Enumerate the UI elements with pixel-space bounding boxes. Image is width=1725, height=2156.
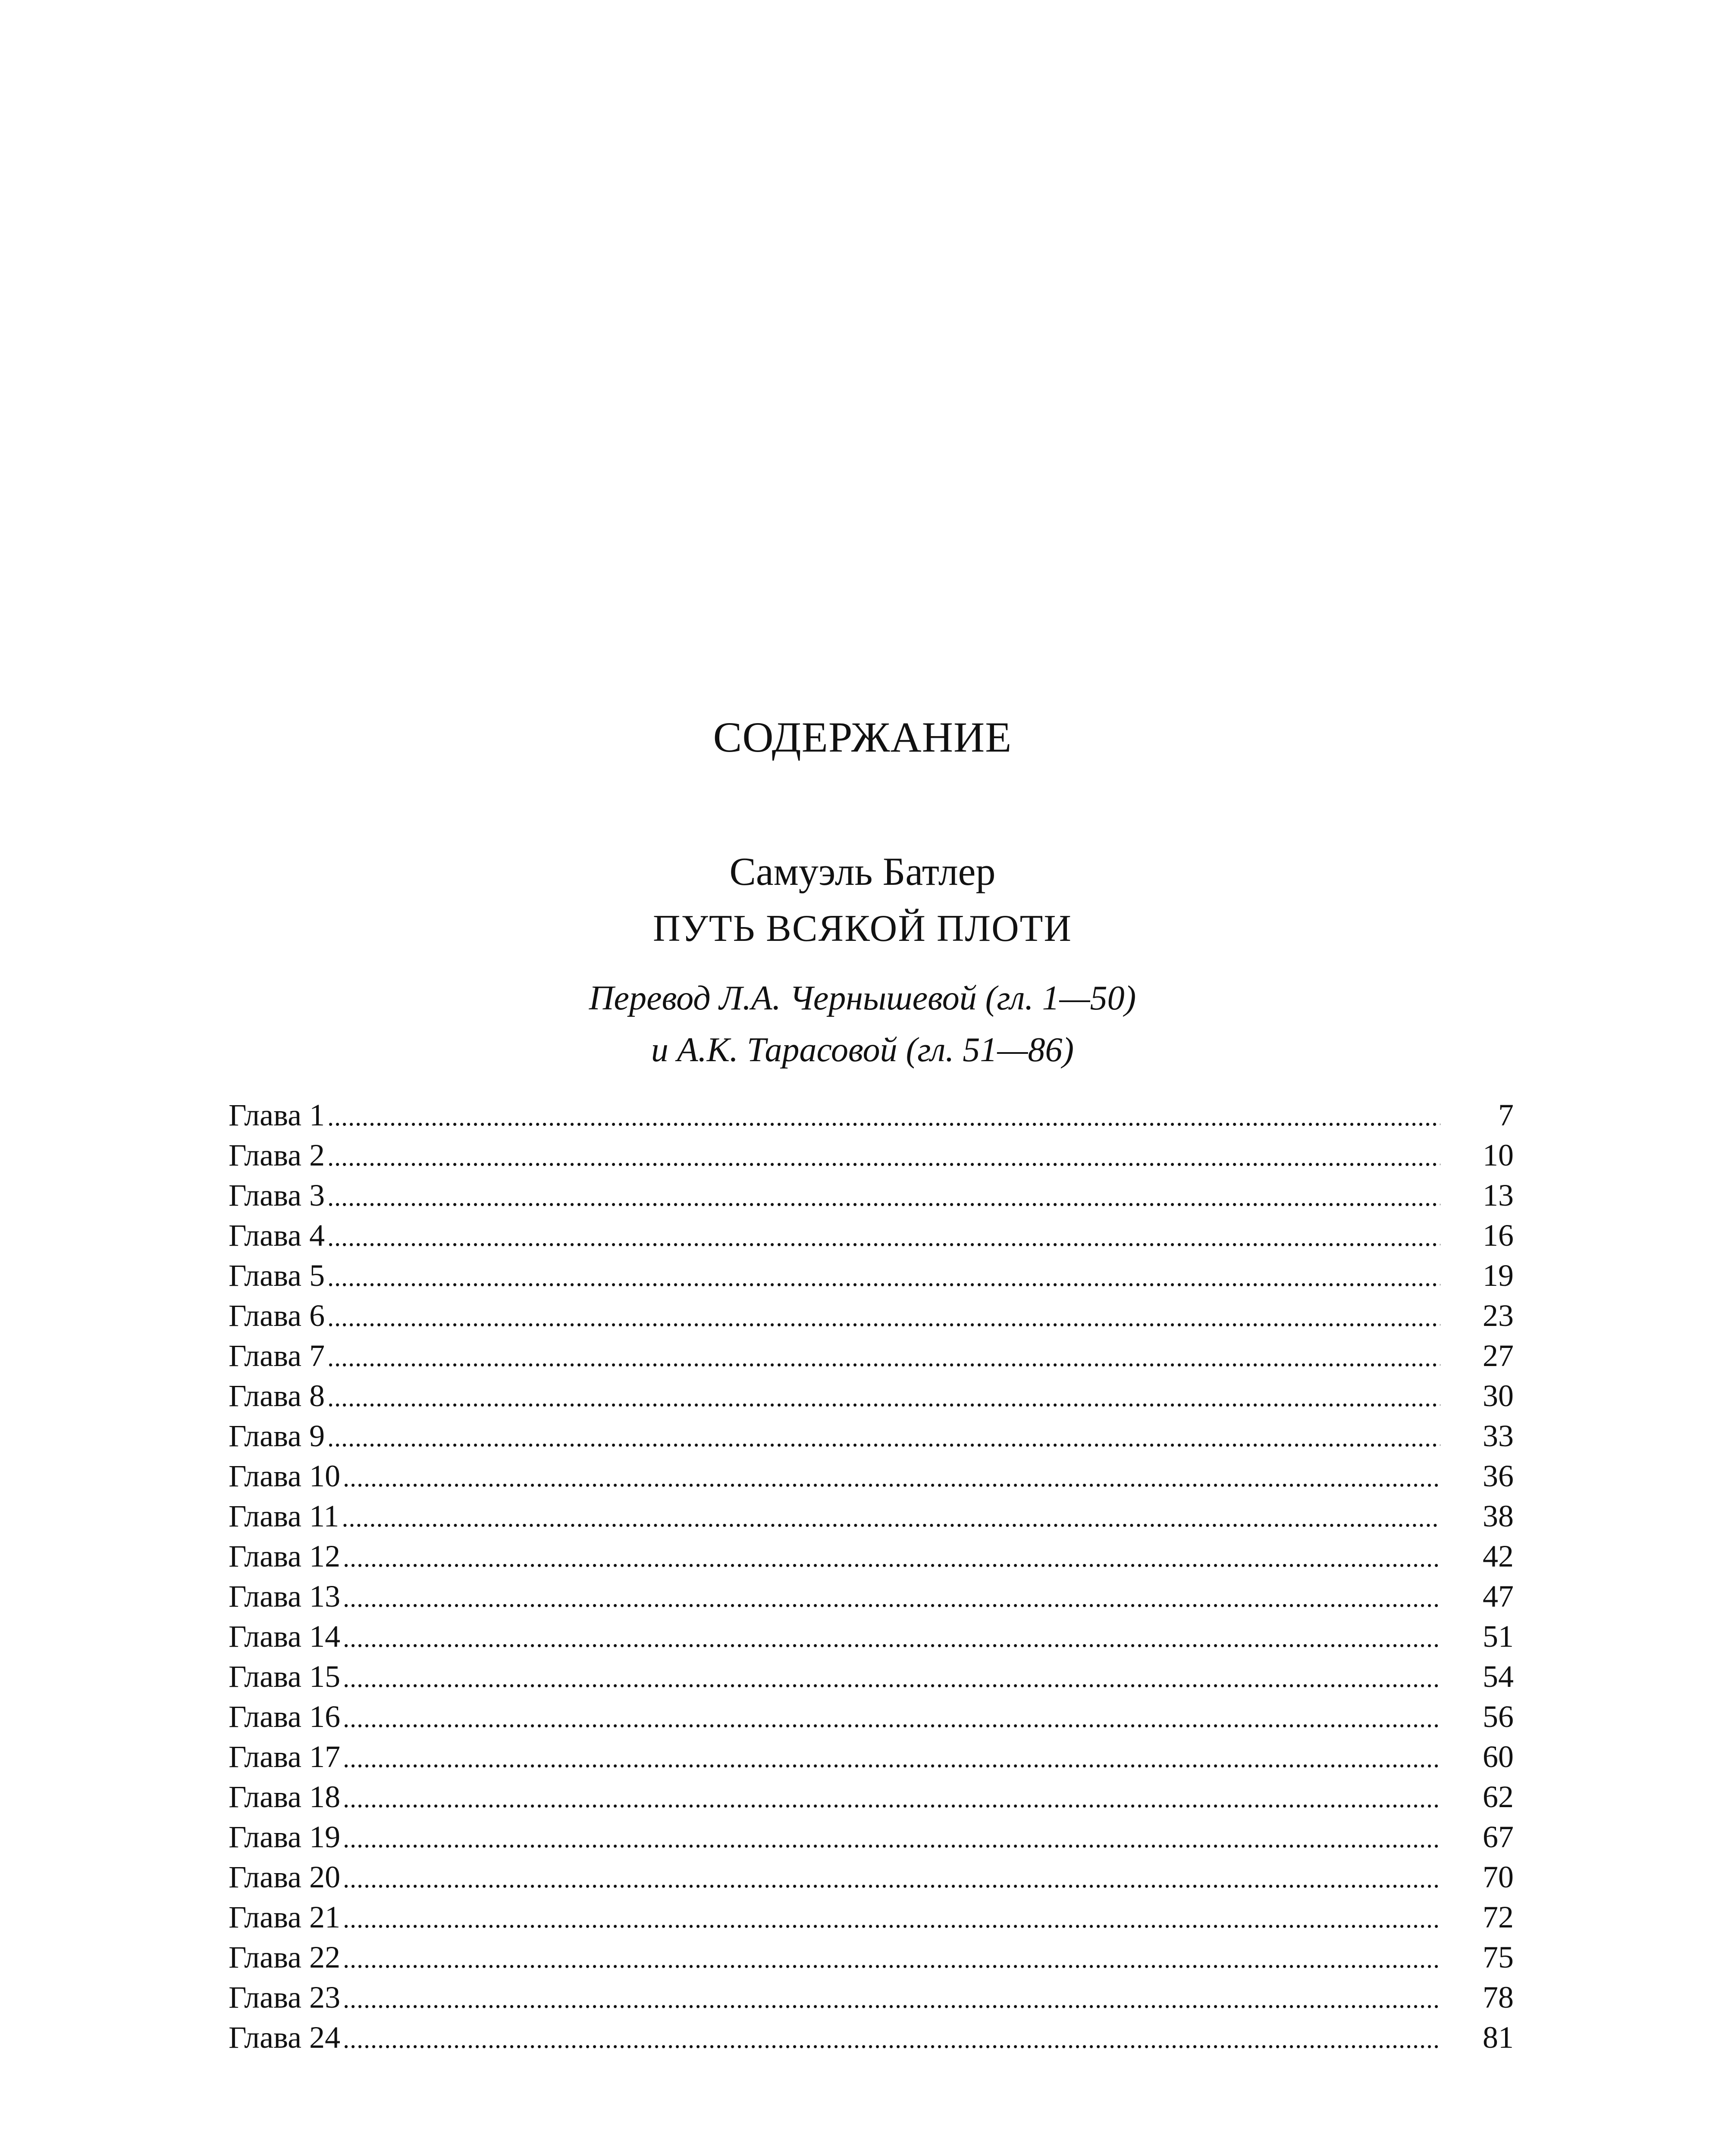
- toc-entry-label: Глава 17: [229, 1739, 341, 1774]
- toc-entry-label: Глава 23: [229, 1980, 341, 2015]
- toc-entry[interactable]: [229, 1937, 1514, 1977]
- toc-entry-label: Глава 24: [229, 2020, 341, 2055]
- toc-entry-page: 67: [1483, 1820, 1514, 1854]
- toc-entry-page: 36: [1483, 1459, 1514, 1493]
- toc-dot-leader: [343, 1618, 1440, 1658]
- toc-entry-page: 54: [1483, 1659, 1514, 1694]
- toc-entry-page: 7: [1498, 1098, 1514, 1132]
- page-heading: СОДЕРЖАНИЕ: [713, 713, 1012, 761]
- book-title: ПУТЬ ВСЯКОЙ ПЛОТИ: [653, 908, 1072, 950]
- author-name: Самуэль Батлер: [729, 849, 996, 893]
- toc-entry-page: 10: [1483, 1138, 1514, 1172]
- toc-entry[interactable]: [229, 1897, 1514, 1937]
- toc-entry-label: Глава 11: [229, 1499, 339, 1533]
- toc-entry[interactable]: [229, 1536, 1514, 1576]
- toc-entry[interactable]: [229, 1496, 1514, 1536]
- toc-dot-leader: [343, 1979, 1440, 2019]
- toc-entry[interactable]: [229, 1617, 1514, 1657]
- toc-entry[interactable]: [229, 1336, 1514, 1376]
- toc-entry-label: Глава 8: [229, 1379, 325, 1413]
- toc-entry[interactable]: [229, 1175, 1514, 1216]
- toc-entry-label: Глава 13: [229, 1579, 341, 1614]
- toc-entry[interactable]: [229, 1135, 1514, 1175]
- toc-entry[interactable]: [229, 1416, 1514, 1456]
- toc-entry-page: 72: [1483, 1900, 1514, 1934]
- toc-entry[interactable]: [229, 1256, 1514, 1296]
- toc-entry-page: 19: [1483, 1258, 1514, 1293]
- toc-dot-leader: [327, 1097, 1440, 1137]
- toc-dot-leader: [343, 1739, 1440, 1779]
- toc-entry-page: 70: [1483, 1860, 1514, 1894]
- toc-entry-label: Глава 15: [229, 1659, 341, 1694]
- toc-entry-label: Глава 12: [229, 1539, 341, 1573]
- toc-dot-leader: [342, 1498, 1440, 1538]
- toc-entry-page: 75: [1483, 1940, 1514, 1974]
- toc-entry-page: 81: [1483, 2020, 1514, 2055]
- toc-dot-leader: [327, 1177, 1440, 1217]
- toc-dot-leader: [343, 1538, 1440, 1578]
- translation-line: и А.К. Тарасовой (гл. 51—86): [651, 1031, 1074, 1069]
- toc-entry[interactable]: [229, 1456, 1514, 1496]
- toc-entry-page: 78: [1483, 1980, 1514, 2015]
- toc-entry-label: Глава 21: [229, 1900, 341, 1934]
- toc-entry-label: Глава 14: [229, 1619, 341, 1654]
- toc-entry[interactable]: [229, 1576, 1514, 1617]
- toc-entry-label: Глава 22: [229, 1940, 341, 1974]
- toc-entry[interactable]: [229, 1977, 1514, 2018]
- toc-entry-label: Глава 3: [229, 1178, 325, 1213]
- toc-dot-leader: [327, 1297, 1440, 1338]
- toc-entry-page: 33: [1483, 1419, 1514, 1453]
- toc-entry-label: Глава 20: [229, 1860, 341, 1894]
- toc-entry-label: Глава 16: [229, 1699, 341, 1734]
- toc-entry[interactable]: [229, 1376, 1514, 1416]
- translation-credits: [0, 972, 1725, 1076]
- toc-entry-label: Глава 9: [229, 1419, 325, 1453]
- toc-dot-leader: [343, 1458, 1440, 1498]
- toc-entry[interactable]: [229, 1737, 1514, 1777]
- toc-entry-page: 62: [1483, 1780, 1514, 1814]
- toc-dot-leader: [343, 1658, 1440, 1698]
- toc-entry[interactable]: [229, 1296, 1514, 1336]
- toc-entry-label: Глава 10: [229, 1459, 341, 1493]
- toc-entry[interactable]: [229, 2018, 1514, 2058]
- toc-entry-page: 16: [1483, 1218, 1514, 1253]
- translation-line: Перевод Л.А. Чернышевой (гл. 1—50): [589, 979, 1136, 1017]
- toc-dot-leader: [343, 1698, 1440, 1739]
- toc-entry[interactable]: [229, 1697, 1514, 1737]
- toc-entry[interactable]: [229, 1857, 1514, 1897]
- toc-dot-leader: [327, 1257, 1440, 1297]
- toc-entry-page: 27: [1483, 1338, 1514, 1373]
- toc-entry[interactable]: [229, 1216, 1514, 1256]
- toc-dot-leader: [343, 2019, 1440, 2059]
- toc-entry-label: Глава 1: [229, 1098, 325, 1132]
- toc-dot-leader: [327, 1378, 1440, 1418]
- toc-entry-page: 47: [1483, 1579, 1514, 1614]
- toc-entry[interactable]: [229, 1657, 1514, 1697]
- toc-dot-leader: [343, 1819, 1440, 1859]
- toc-dot-leader: [343, 1899, 1440, 1939]
- toc-entry-label: Глава 18: [229, 1780, 341, 1814]
- toc-entry[interactable]: [229, 1095, 1514, 1135]
- toc-dot-leader: [327, 1137, 1440, 1177]
- toc-dot-leader: [343, 1859, 1440, 1899]
- toc-entry-label: Глава 7: [229, 1338, 325, 1373]
- toc-entry-page: 60: [1483, 1739, 1514, 1774]
- toc-entry[interactable]: [229, 1777, 1514, 1817]
- toc-entry-page: 51: [1483, 1619, 1514, 1654]
- toc-entry-page: 23: [1483, 1298, 1514, 1333]
- toc-entry-page: 42: [1483, 1539, 1514, 1573]
- toc-dot-leader: [343, 1578, 1440, 1618]
- toc-entry-page: 38: [1483, 1499, 1514, 1533]
- toc-entry-page: 30: [1483, 1379, 1514, 1413]
- toc-entry-label: Глава 19: [229, 1820, 341, 1854]
- toc-entry-page: 13: [1483, 1178, 1514, 1213]
- toc-dot-leader: [327, 1217, 1440, 1257]
- toc-dot-leader: [327, 1338, 1440, 1378]
- toc-entry-label: Глава 4: [229, 1218, 325, 1253]
- toc-dot-leader: [327, 1418, 1440, 1458]
- toc-entry-label: Глава 6: [229, 1298, 325, 1333]
- toc-dot-leader: [343, 1779, 1440, 1819]
- toc-dot-leader: [343, 1939, 1440, 1979]
- table-of-contents: [229, 1095, 1514, 2058]
- toc-entry-label: Глава 2: [229, 1138, 325, 1172]
- toc-entry-label: Глава 5: [229, 1258, 325, 1293]
- toc-entry-page: 56: [1483, 1699, 1514, 1734]
- toc-entry[interactable]: [229, 1817, 1514, 1857]
